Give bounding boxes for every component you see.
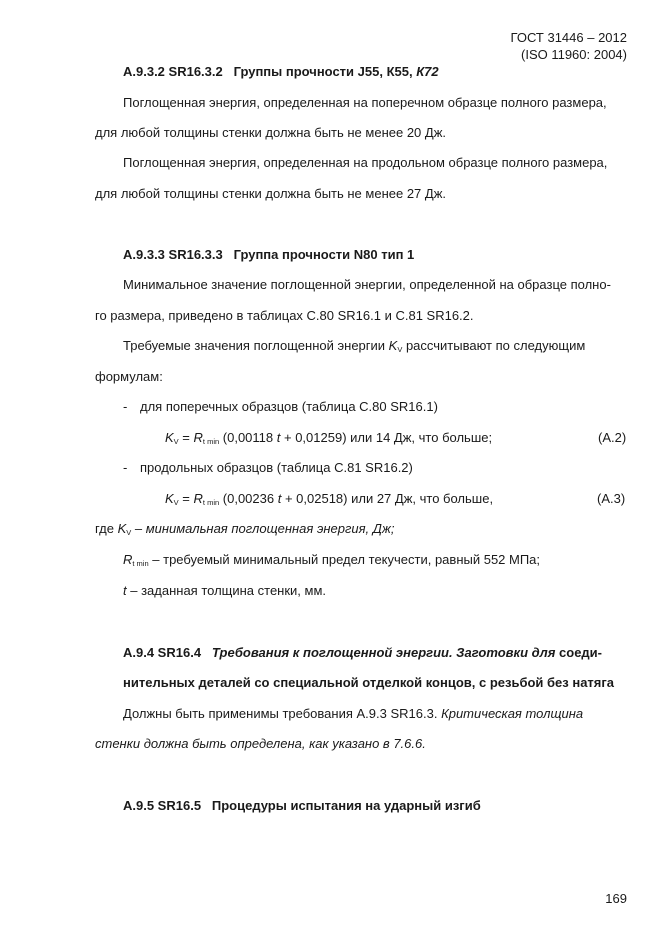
formula-number: (А.3) (597, 491, 626, 506)
paragraph-line (123, 338, 585, 358)
where-line-kv (95, 521, 395, 541)
header-iso: (ISO 11960: 2004) (521, 47, 627, 62)
list-item: для поперечных образцов (таблица С.80 SR16.1) (140, 399, 438, 414)
subscript-tmin: t min (132, 559, 149, 568)
definition: – заданная толщина стенки, мм. (126, 583, 327, 598)
header-standard: ГОСТ 31446 – 2012 (510, 30, 627, 45)
section-title-italic: К72 (416, 64, 439, 79)
text: (0,00118 (219, 430, 277, 445)
section-title: Группа прочности N80 тип 1 (233, 247, 415, 262)
section-heading-a933 (123, 247, 414, 263)
section-heading-a932 (123, 64, 439, 80)
text: рассчитывают по следующим (402, 338, 586, 353)
symbol-t: t (276, 430, 281, 445)
definition: – требуемый минимальный предел текучести, равный 552 МПа; (148, 552, 541, 567)
subscript-tmin: t min (202, 437, 220, 446)
symbol-k: K (165, 491, 174, 506)
where-line-r (123, 552, 540, 572)
paragraph-line: для любой толщины стенки должна быть не менее 20 Дж. (95, 125, 446, 140)
paragraph-line: Поглощенная энергия, определенная на поперечном образце полного размера, (123, 95, 607, 110)
subscript-tmin: t min (202, 498, 220, 507)
section-title-italic: Требования к поглощенной энергии. Заготовки для (211, 645, 556, 660)
section-title: соеди- (555, 645, 603, 660)
text: + 0,02518) или 27 Дж, что больше, (281, 491, 494, 506)
section-number: А.9.3.3 SR16.3.3 (123, 247, 223, 262)
section-number: А.9.5 SR16.5 (123, 798, 202, 813)
text: Требуемые значения поглощенной энергии (123, 338, 389, 353)
text: Должны быть применимы требования А.9.3 SR16.3. (123, 706, 442, 721)
paragraph-line: Минимальное значение поглощенной энергии, определенной на образце полно- (123, 277, 611, 292)
text-italic: Критическая толщина (441, 706, 584, 721)
symbol-k: K (388, 338, 398, 353)
symbol-r: R (193, 430, 203, 445)
text: + 0,01259) или 14 Дж, что больше; (280, 430, 493, 445)
section-number: А.9.3.2 SR16.3.2 (123, 64, 223, 79)
where-line-t (123, 583, 326, 599)
symbol-t: t (123, 583, 127, 598)
section-heading-a94 (123, 645, 602, 661)
formula-a3 (165, 491, 493, 511)
text: = (178, 430, 194, 445)
list-item: продольных образцов (таблица С.81 SR16.2) (140, 460, 413, 475)
symbol-k: K (117, 521, 127, 536)
list-bullet: - (123, 399, 128, 414)
paragraph-line: формулам: (95, 369, 163, 384)
subscript-v: V (173, 437, 179, 446)
formula-a2 (165, 430, 492, 450)
paragraph-line: стенки должна быть определена, как указано в 7.6.6. (95, 736, 426, 751)
page-number: 169 (605, 891, 627, 906)
text: (0,00236 (219, 491, 278, 506)
formula-number: (А.2) (598, 430, 627, 445)
definition: – минимальная поглощенная энергия, Дж; (131, 521, 395, 536)
subscript-v: V (126, 528, 132, 537)
text: где (95, 521, 118, 536)
paragraph-line (123, 706, 583, 722)
paragraph-line: го размера, приведено в таблицах С.80 SR16.1 и С.81 SR16.2. (95, 308, 474, 323)
symbol-t: t (277, 491, 282, 506)
symbol-k: K (165, 430, 174, 445)
section-title: Процедуры испытания на ударный изгиб (211, 798, 481, 813)
subscript-v: V (397, 345, 403, 354)
section-number: А.9.4 SR16.4 (123, 645, 202, 660)
section-title: Группы прочности J55, К55, (233, 64, 417, 79)
text: = (178, 491, 194, 506)
section-heading-line2: нительных деталей со специальной отделкой концов, с резьбой без натяга (123, 675, 615, 690)
list-bullet: - (123, 460, 128, 475)
symbol-r: R (193, 491, 203, 506)
paragraph-line: Поглощенная энергия, определенная на продольном образце полного размера, (123, 155, 608, 170)
subscript-v: V (173, 498, 179, 507)
symbol-r: R (123, 552, 133, 567)
paragraph-line: для любой толщины стенки должна быть не менее 27 Дж. (95, 186, 446, 201)
section-heading-a95 (123, 798, 481, 814)
